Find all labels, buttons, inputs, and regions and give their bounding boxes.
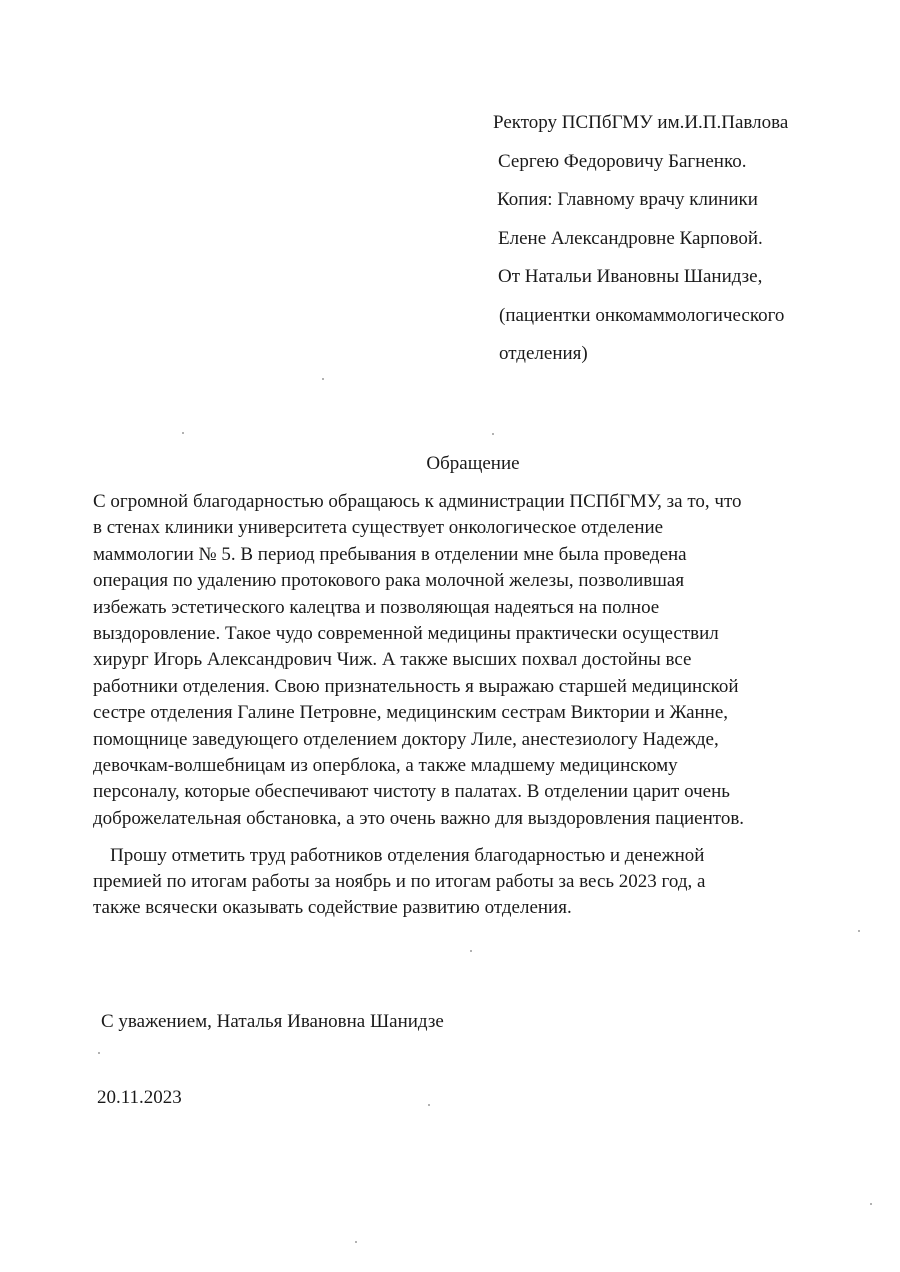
request-line: Прошу отметить труд работников отделения благодарностью и денежной — [110, 845, 705, 866]
scan-speck — [470, 950, 472, 952]
body-line: в стенах клиники университета существует онкологическое отделение — [93, 517, 664, 539]
scan-speck — [492, 433, 494, 435]
body-line: избежать эстетического калецтва и позволяющая надеяться на полное — [93, 596, 660, 618]
addressee-line: Елене Александровне Карповой. — [498, 227, 763, 249]
body-line: помощнице заведующего отделением доктору Лиле, анестезиологу Надежде, — [93, 728, 719, 750]
body-line: сестре отделения Галине Петровне, медицинским сестрам Виктории и Жанне, — [93, 702, 729, 724]
addressee-line: Сергею Федоровичу Багненко. — [498, 150, 747, 172]
signature-line: С уважением, Наталья Ивановна Шанидзе — [101, 1011, 444, 1032]
request-paragraph — [93, 843, 838, 921]
scan-speck — [182, 432, 184, 434]
body-line: выздоровление. Такое чудо современной медицины практически осуществил — [93, 623, 719, 645]
scan-speck — [870, 1203, 872, 1205]
scan-speck — [355, 1241, 357, 1243]
letter-body — [93, 489, 838, 832]
body-line: работники отделения. Свою признательность я выражаю старшей медицинской — [93, 675, 739, 697]
scan-speck — [858, 930, 860, 932]
addressee-line: (пациентки онкомаммологического — [499, 304, 785, 326]
scan-speck — [322, 378, 324, 380]
request-line: также всячески оказывать содействие развитию отделения. — [93, 897, 572, 918]
body-line: маммологии № 5. В период пребывания в отделении мне была проведена — [93, 543, 687, 565]
body-line: девочкам-волшебницам из оперблока, а также младшему медицинскому — [93, 755, 678, 777]
body-line: персоналу, которые обеспечивают чистоту в палатах. В отделении царит очень — [93, 781, 730, 803]
addressee-block — [493, 104, 893, 374]
body-line: доброжелательная обстановка, а это очень важно для выздоровления пациентов. — [93, 807, 745, 829]
document-date: 20.11.2023 — [97, 1087, 182, 1108]
scan-speck — [428, 1104, 430, 1106]
body-line: С огромной благодарностью обращаюсь к администрации ПСПбГМУ, за то, что — [93, 491, 742, 512]
addressee-line: От Натальи Ивановны Шанидзе, — [498, 266, 763, 287]
body-line: хирург Игорь Александрович Чиж. А также высших похвал достойны все — [93, 649, 692, 671]
document-title: Обращение — [426, 453, 520, 474]
body-line: операция по удалению протокового рака молочной железы, позволившая — [93, 570, 685, 592]
addressee-line: отделения) — [499, 343, 588, 364]
scan-speck — [98, 1052, 100, 1054]
addressee-line: Копия: Главному врачу клиники — [497, 189, 758, 210]
addressee-line: Ректору ПСПбГМУ им.И.П.Павлова — [493, 112, 789, 133]
request-line: премией по итогам работы за ноябрь и по итогам работы за весь 2023 год, а — [93, 871, 706, 892]
